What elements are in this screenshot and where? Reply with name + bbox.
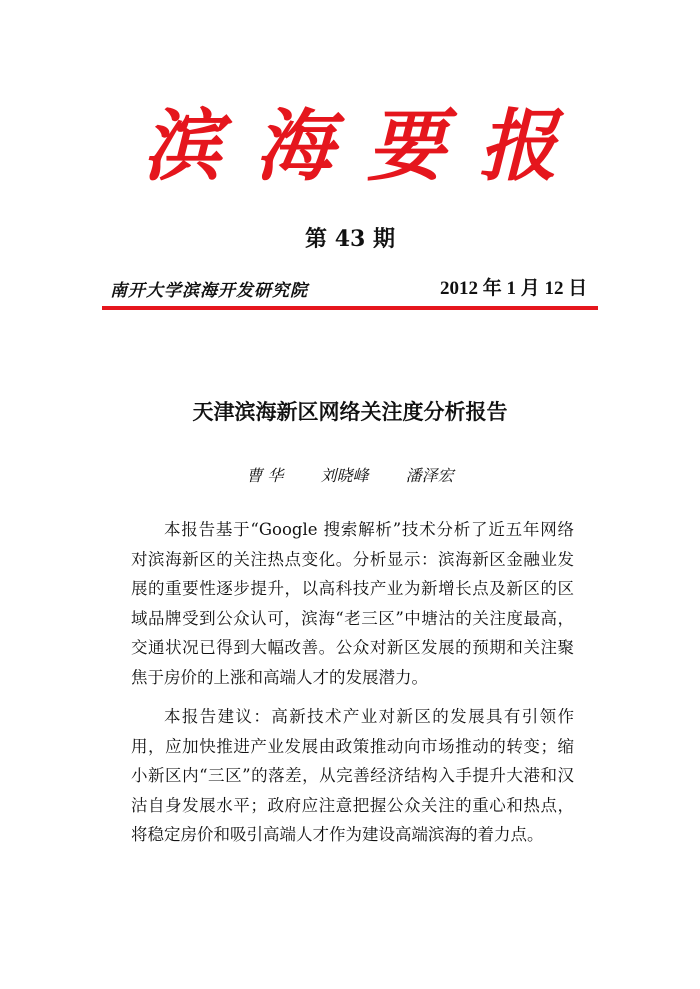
author-name: 刘晓峰 [320, 466, 369, 485]
body-paragraph: 本报告建议：高新技术产业对新区的发展具有引领作用，应加快推进产业发展由政策推动向市场推动的转变；缩小新区内“三区”的落差，从完善经济结构入手提升大港和汉沽自身发展水平；政府应注意把握公众关注的重心和热点，将稳定房价和吸引高端人才作为建设高端滨海的着力点。 [131, 707, 574, 844]
article-title: 天津滨海新区网络关注度分析报告 [192, 400, 508, 424]
body-paragraph: 本报告基于“Google 搜索解析”技术分析了近五年网络对滨海新区的关注热点变化。分析显示：滨海新区金融业发展的重要性逐步提升，以高科技产业为新增长点及新区的区域品牌受到公众认可，滨海“老三区”中塘沽的关注度最高，交通状况已得到大幅改善。公众对新区发展的预期和关注聚焦于房价的上涨和高端人才的发展潜力。 [131, 520, 574, 687]
author-name: 曹 华 [246, 466, 284, 485]
publisher-name: 南开大学滨海开发研究院 [110, 281, 308, 301]
issue-date: 2012 年 1 月 12 日 [440, 278, 588, 299]
author-list [0, 463, 700, 486]
issue-number: 第 43 期 [305, 226, 395, 252]
author-name: 潘泽宏 [405, 466, 454, 485]
header-divider [102, 306, 598, 310]
masthead-title: 滨海要报 [142, 101, 591, 192]
article-body [131, 515, 574, 860]
